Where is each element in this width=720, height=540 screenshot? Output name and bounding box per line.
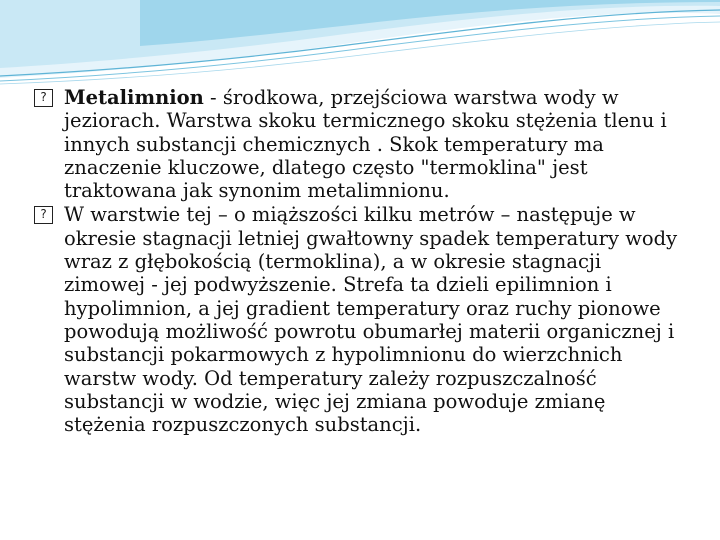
unknown-glyph-box-icon: ? (34, 89, 53, 107)
paragraph-metalimnion (34, 86, 684, 202)
paragraph-stagnation (34, 203, 684, 436)
term-metalimnion: Metalimnion (64, 86, 204, 109)
slide-content (34, 86, 684, 436)
paragraph-text: W warstwie tej – o miąższości kilku metrów – następuje w okresie stagnacji letniej gwałtowny spadek temperatury wody wraz z głębokością (termoklina), a w okresie stagnacji zimowej - jej podwyższenie. Strefa ta dzieli epilimnion i hypolimnion, a jej gradient temperatury oraz ruchy pionowe powodują możliwość powrotu obumarłej materii organicznej i substancji pokarmowych z hypolimnionu do wierzchnich warstw wody. Od temperatury zależy rozpuszczalność substancji w wodzie, więc jej zmiana powoduje zmianę stężenia rozpuszczonych substancji. (64, 203, 678, 437)
wave-decoration (0, 0, 720, 90)
unknown-glyph-box-icon: ? (34, 206, 53, 224)
paragraph-text: - środkowa, przejściowa warstwa wody w jeziorach. Warstwa skoku termicznego skoku stężenia tlenu i innych substancji chemicznych . Skok temperatury ma znaczenie kluczowe, dlatego często "termoklina" jest traktowana jak synonim metalimnionu. (64, 86, 667, 203)
